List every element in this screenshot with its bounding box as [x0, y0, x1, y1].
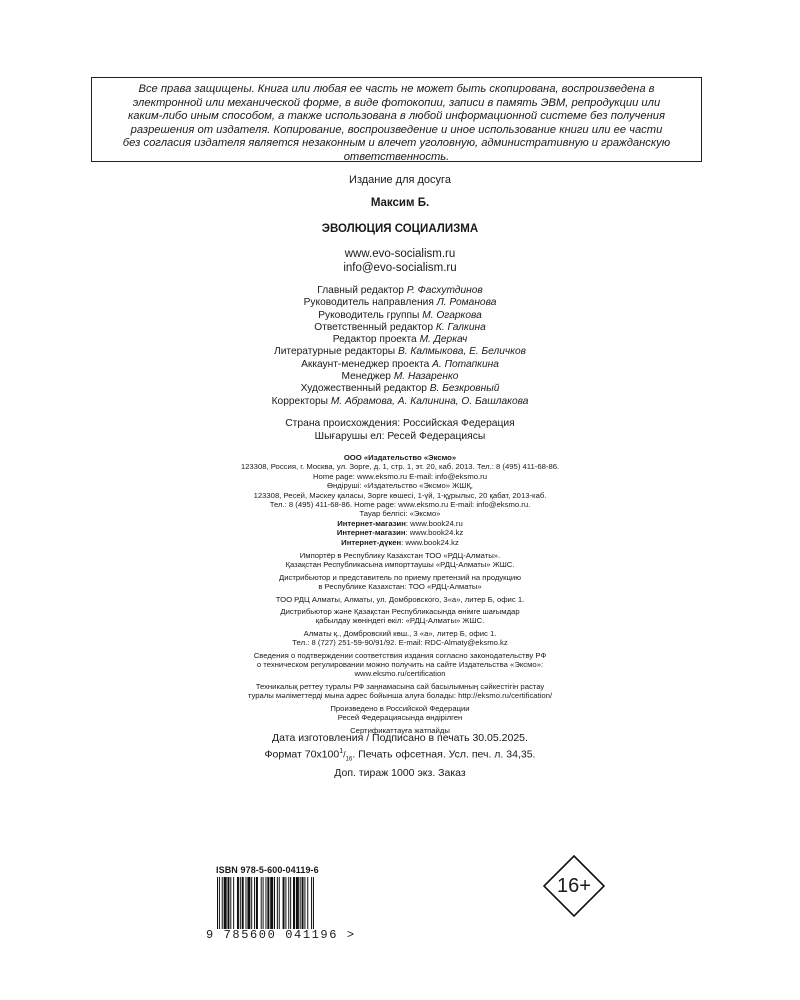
copyright-line: Все права защищены. Книга или любая ее часть не может быть скопирована, воспроизведена в	[138, 83, 655, 95]
print-format: Формат $70x100^1/_{16}$. Печать офсетная. Усл. печ. л. 34,35.	[264, 748, 536, 763]
kz-phone: Тел.: 8 (727) 251-59-90/91/92. E-mail: RDC-Almaty@eksmo.kz	[292, 638, 508, 648]
cert-ru: о техническом регулировании можно получить на сайте Издательства «Эксмо»:	[256, 660, 544, 670]
credit-line: Главный редактор Р. Фасхутдинов	[317, 285, 483, 296]
credits-list	[0, 285, 800, 408]
copyright-line: каким-либо иным способом, а также использована в любой информационной системе без получения	[127, 110, 665, 123]
shop-line: Интернет-магазин: www.book24.ru	[337, 518, 463, 528]
publisher-block	[0, 453, 800, 547]
publisher-address-ru: 123308, Россия, г. Москва, ул. Зорге, д. 1, стр. 1, эт. 20, каб. 2013. Тел.: 8 (495) 411-68-86.	[240, 462, 560, 472]
credit-line: Художественный редактор В. Безкровный	[300, 383, 500, 395]
kazakhstan-block	[0, 551, 800, 735]
cert-kz: туралы мәліметтерді мына адрес бойынша алуға болады: http://eksmo.ru/certification/	[247, 691, 553, 701]
cert-not-required: Сертификаттауға жатпайды	[350, 725, 450, 735]
edition-note: Издание для досуга	[349, 174, 451, 186]
distributor-kz: Дистрибьютор және Қазақстан Республикасында өнімге шағымдар	[280, 607, 520, 617]
print-date: Дата изготовления / Подписано в печать 30.05.2025.	[272, 732, 528, 744]
barcode-digits: 9 785600 041196 >	[206, 928, 356, 942]
copyright-line: без согласия издателя является незаконным и влечет уголовную, административную и гражданскую	[122, 137, 671, 150]
isbn: ISBN 978-5-600-04119-6	[216, 865, 319, 875]
email: info@evo-socialism.ru	[343, 262, 457, 274]
website: www.evo-socialism.ru	[344, 248, 456, 260]
shop-line: Интернет-магазин: www.book24.kz	[336, 528, 464, 538]
book-title: ЭВОЛЮЦИЯ СОЦИАЛИЗМА	[321, 223, 479, 235]
distributor-ru: Дистрибьютор и представитель по приему претензий на продукцию	[279, 572, 521, 582]
age-rating-label: 16+	[557, 875, 591, 897]
produced-ru: Произведено в Российской Федерации	[330, 703, 470, 713]
trademark: Тауар белгісі: «Эксмо»	[359, 509, 441, 519]
publisher-maker-kz: Өндіруші: «Издательство «Эксмо» ЖШҚ,	[327, 481, 473, 491]
credit-line: Литературные редакторы В. Калмыкова, Е. Беличков	[274, 346, 526, 358]
publisher-name: ООО «Издательство «Эксмо»	[343, 453, 457, 462]
importer-ru: Импортёр в Республику Казахстан ТОО «РДЦ-Алматы».	[299, 551, 501, 560]
credit-line: Редактор проекта М. Деркач	[332, 334, 468, 346]
credit-line: Руководитель группы М. Огаркова	[318, 309, 482, 321]
print-info	[0, 732, 800, 780]
origin-kz: Шығарушы ел: Ресей Федерациясы	[314, 431, 486, 442]
copyright-line: ответственность.	[343, 150, 450, 163]
publisher-contacts-kz: Тел.: 8 (495) 411-68-86. Home page: www.eksmo.ru E-mail: info@eksmo.ru.	[269, 500, 531, 510]
print-run: Доп. тираж 1000 экз. Заказ	[334, 766, 466, 779]
address-ru: ТОО РДЦ Алматы, Алматы, ул. Домбровского, 3«а», литер Б, офис 1.	[275, 594, 525, 604]
importer-kz: Қазақстан Республикасына импорттаушы «РДЦ-Алматы» ЖШС.	[285, 560, 515, 570]
credit-line: Руководитель направления Л. Романова	[303, 297, 497, 309]
credit-line: Менеджер М. Назаренко	[341, 371, 459, 383]
distributor-kz: қабылдау жөніндегі өкіл: «РДЦ-Алматы» ЖШС.	[315, 616, 485, 626]
credit-line: Ответственный редактор К. Галкина	[314, 321, 486, 333]
shop-line: Интернет-дүкен: www.book24.kz	[341, 537, 459, 547]
address-kz: Алматы қ., Домбровский көш., 3 «а», литер Б, офис 1.	[303, 628, 497, 638]
copyright-notice	[91, 77, 702, 162]
isbn-barcode	[216, 877, 344, 929]
distributor-ru: в Республике Казахстан: ТОО «РДЦ-Алматы»	[318, 582, 482, 592]
copyright-line: разрешения от издателя. Копирование, воспроизведение и иное использование книги или ее части	[130, 123, 663, 136]
produced-kz: Ресей Федерациясында өндірілген	[337, 713, 463, 723]
cert-ru: www.eksmo.ru/certification	[354, 669, 446, 679]
publisher-contacts-ru: Home page: www.eksmo.ru E-mail: info@eksmo.ru	[313, 471, 487, 481]
cert-ru: Сведения о подтверждении соответствия издания согласно законодательству РФ	[253, 650, 547, 660]
cert-kz: Техникалық реттеу туралы РФ заңнамасына сай басылымның сәйкестігін растау	[255, 681, 545, 691]
origin-ru: Страна происхождения: Российская Федерация	[285, 418, 515, 429]
author: Максим Б.	[370, 197, 430, 209]
publisher-address-kz: 123308, Ресей, Мәскеу қаласы, Зорге көшесі, 1-үй, 1-құрылыс, 20 қабат, 2013-каб.	[253, 490, 547, 500]
credit-line: Корректоры М. Абрамова, А. Калинина, О. Башлакова	[271, 395, 529, 407]
copyright-line: электронной или механической форме, в виде фотокопии, записи в память ЭВМ, репродукции или	[132, 96, 661, 109]
credit-line: Аккаунт-менеджер проекта А. Потапкина	[301, 358, 499, 370]
